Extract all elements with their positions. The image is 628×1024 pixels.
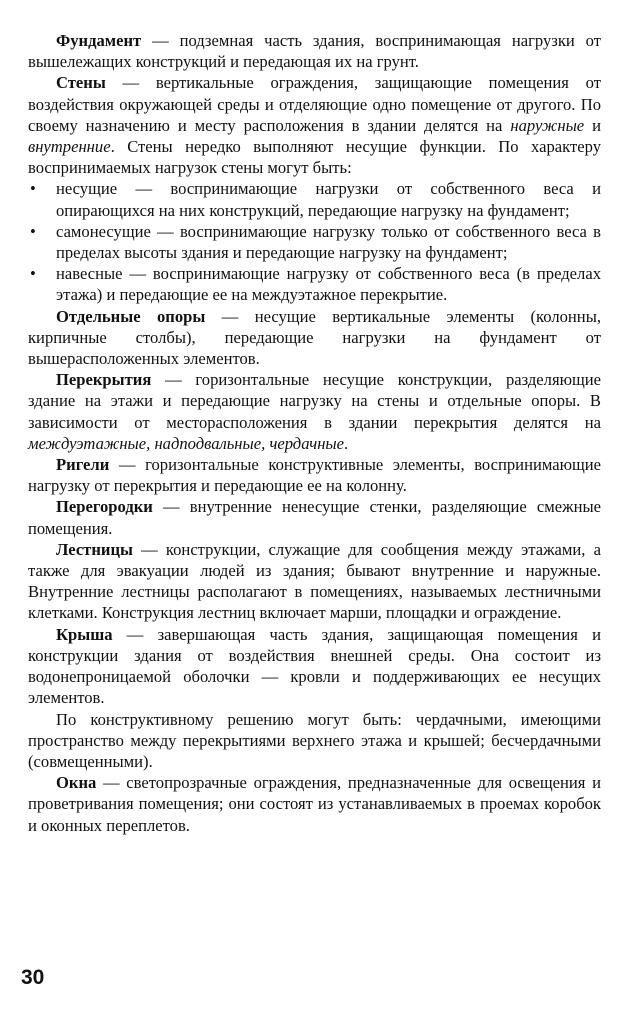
term-supports: Отдельные опоры [56, 306, 206, 326]
paragraph-partitions [28, 496, 601, 538]
term-roof: Крыша [56, 624, 113, 644]
definition-windows: — светопрозрачные ограждения, предназначенные для освещения и проветривания помещения; они состоят из устанавливаемых в проемах коробок и оконных переплетов. [28, 773, 601, 835]
bullet-icon: • [30, 179, 36, 199]
italic-external: наружные [510, 115, 585, 135]
term-foundation: Фундамент [56, 31, 142, 50]
paragraph-stairs [28, 539, 601, 624]
page-body [28, 30, 601, 836]
definition-roof: — завершающая часть здания, защищающая помещения и конструкции здания от воздействия внешней среды. Она состоит из водонепроницаемой оболочки — кровли и поддерживающих ее несущих элементов. [28, 624, 601, 708]
definition-walls-part-2: и [584, 115, 601, 135]
definition-foundation: — подземная часть здания, воспринимающая нагрузки от вышележащих конструкций и передающая их на грунт. [28, 31, 601, 72]
paragraph-roof-types [28, 709, 601, 773]
bullet-icon: • [30, 264, 36, 284]
list-item [28, 221, 601, 263]
definition-supports: — несущие вертикальные элементы (колонны, кирпичные столбы), передающие нагрузки на фундамент от вышерасположенных элементов. [28, 306, 601, 369]
roof-types-text: По конструктивному решению могут быть: чердачными, имеющими пространство между перекрытиями верхнего этажа и крышей; бесчердачными (совмещенными). [28, 709, 601, 771]
term-floors: Перекрытия [56, 370, 152, 390]
paragraph-roof [28, 624, 601, 709]
paragraph-supports [28, 306, 601, 370]
definition-girders: — горизонтальные конструктивные элементы, воспринимающие нагрузку от перекрытия и передающие ее на колонну. [28, 455, 601, 496]
list-item [28, 178, 601, 220]
term-stairs: Лестницы [56, 539, 133, 559]
paragraph-floors [28, 369, 601, 454]
wall-type-load-bearing: несущие — воспринимающие нагрузки от собственного веса и опирающихся на них конструкций, передающие нагрузку на фундамент; [56, 179, 601, 220]
paragraph-windows [28, 772, 601, 836]
definition-floors-part-1: — горизонтальные несущие конструкции, разделяющие здание на этажи и передающие нагрузку на стены и отдельные опоры. В зависимости от месторасположения в здании перекрытия делятся на [28, 370, 601, 432]
definition-walls-part-1: — вертикальные ограждения, защищающие помещения от воздействия окружающей среды и отделяющие одно помещение от другого. По своему назначению и месту расположения в здании делятся на [28, 73, 601, 135]
term-walls: Стены [56, 73, 106, 93]
page-number: 30 [21, 966, 45, 989]
list-item [28, 263, 601, 305]
italic-floor-types: междуэтажные, надподвальные, чердачные [28, 433, 345, 453]
definition-partitions: — внутренние ненесущие стенки, разделяющие смежные помещения. [28, 497, 601, 538]
definition-stairs: — конструкции, служащие для сообщения между этажами, а также для эвакуации людей из здания; бывают внутренние и наружные. Внутренние лестницы располагают в помещениях, называемых лестничными клетками. Конструкция лестниц включает марши, площадки и ограждение. [28, 539, 601, 623]
wall-types-list [28, 178, 601, 305]
italic-internal: внутренние [28, 137, 111, 157]
paragraph-foundation [28, 30, 601, 72]
definition-walls-part-3: . Стены нередко выполняют несущие функции. По характеру воспринимаемых нагрузок стены могут быть: [28, 137, 601, 178]
term-girders: Ригели [56, 455, 110, 475]
paragraph-girders [28, 454, 601, 496]
term-windows: Окна [56, 773, 97, 793]
wall-type-curtain: навесные — воспринимающие нагрузку от собственного веса (в пределах этажа) и передающие ее на междуэтажное перекрытие. [56, 264, 601, 305]
definition-floors-part-2: . [344, 433, 349, 453]
term-partitions: Перегородки [56, 497, 153, 517]
wall-type-self-supporting: самонесущие — воспринимающие нагрузку только от собственного веса в пределах высоты здания и передающие нагрузку на фундамент; [56, 221, 601, 263]
paragraph-walls [28, 72, 601, 178]
bullet-icon: • [30, 221, 36, 241]
